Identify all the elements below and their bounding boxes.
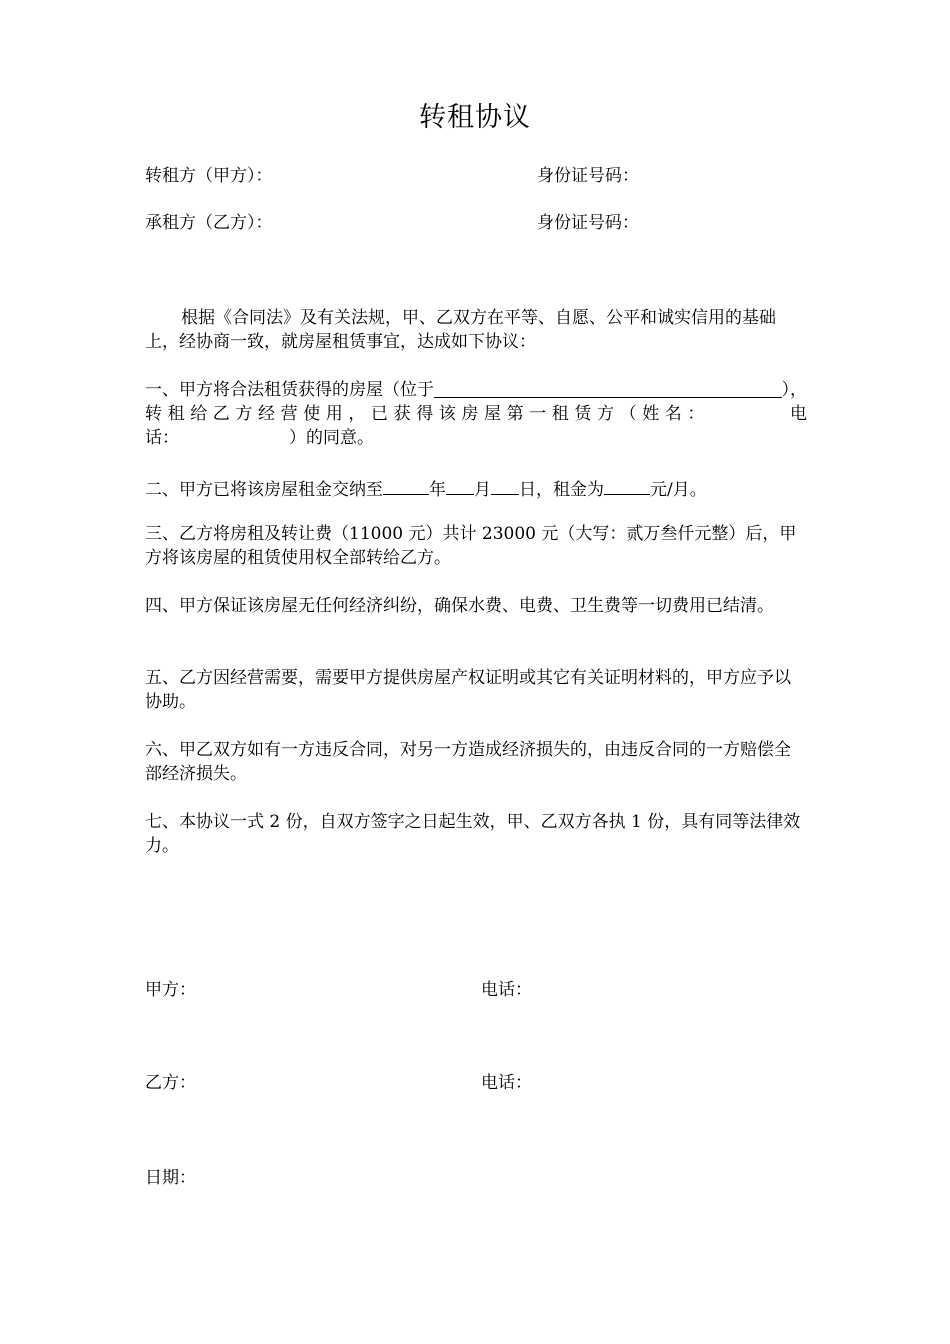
- clause-7: 七、本协议一式 2 份，自双方签字之日起生效，甲、乙双方各执 1 份，具有同等法律效力。: [145, 812, 801, 856]
- clause-1: [145, 378, 807, 450]
- sublessor-id-label: 身份证号码：: [537, 166, 639, 186]
- sublessee-label: 承租方（乙方）：: [145, 213, 273, 233]
- paid-day-blank: [491, 475, 519, 495]
- clause-1-line-1: [145, 378, 807, 402]
- clause-5: 五、乙方因经营需要，需要甲方提供房屋产权证明或其它有关证明材料的，甲方应予以协助。: [145, 668, 791, 712]
- sublessee-id-label: 身份证号码：: [537, 213, 639, 233]
- signature-phone-b: 电话：: [481, 1073, 532, 1093]
- signature-date: 日期：: [145, 1168, 196, 1188]
- clause-2: [145, 475, 807, 502]
- clause-2-unit: 元/月。: [650, 480, 707, 500]
- clause-3: 三、乙方将房租及转让费（11000 元）共计 23000 元（大写：贰万叁仟元整）后，甲方将该房屋的租赁使用权全部转给乙方。: [145, 524, 797, 568]
- paid-year-blank: [383, 475, 429, 495]
- clause-4: 四、甲方保证该房屋无任何经济纠纷，确保水费、电费、卫生费等一切费用已结清。: [145, 596, 774, 616]
- document-title: 转租协议: [419, 102, 531, 133]
- signature-party-b: 乙方：: [145, 1073, 196, 1093]
- paid-month-blank: [446, 475, 474, 495]
- clause-1-part-4: 电: [790, 404, 807, 424]
- clause-1-line-3: [145, 426, 807, 450]
- clause-6: 六、甲乙双方如有一方违反合同，对另一方造成经济损失的，由违反合同的一方赔偿全部经济损失。: [145, 740, 791, 784]
- clause-2-year: 年: [429, 480, 446, 500]
- clause-1-part-5: 话：: [145, 428, 179, 448]
- clause-1-line-2: [145, 402, 807, 426]
- clause-2-part-1: 二、甲方已将该房屋租金交纳至: [145, 480, 383, 500]
- signature-party-a: 甲方：: [145, 980, 196, 1000]
- location-blank: [434, 378, 782, 398]
- clause-2-month: 月: [474, 480, 491, 500]
- signature-phone-a: 电话：: [481, 980, 532, 1000]
- sublessor-label: 转租方（甲方）：: [145, 166, 273, 186]
- rent-amount-blank: [604, 475, 650, 495]
- clause-2-day: 日，租金为: [519, 480, 604, 500]
- clause-1-part-2: ），: [781, 380, 807, 400]
- clause-1-part-6: ）的同意。: [289, 428, 374, 448]
- intro-paragraph: 根据《合同法》及有关法规，甲、乙双方在平等、自愿、公平和诚实信用的基础上，经协商一致，就房屋租赁事宜，达成如下协议：: [145, 308, 776, 352]
- clause-1-part-1: 一、甲方将合法租赁获得的房屋（位于: [145, 380, 434, 400]
- clause-1-part-3: 转租给乙方经营使用，已获得该房屋第一租赁方（姓名：: [145, 404, 710, 424]
